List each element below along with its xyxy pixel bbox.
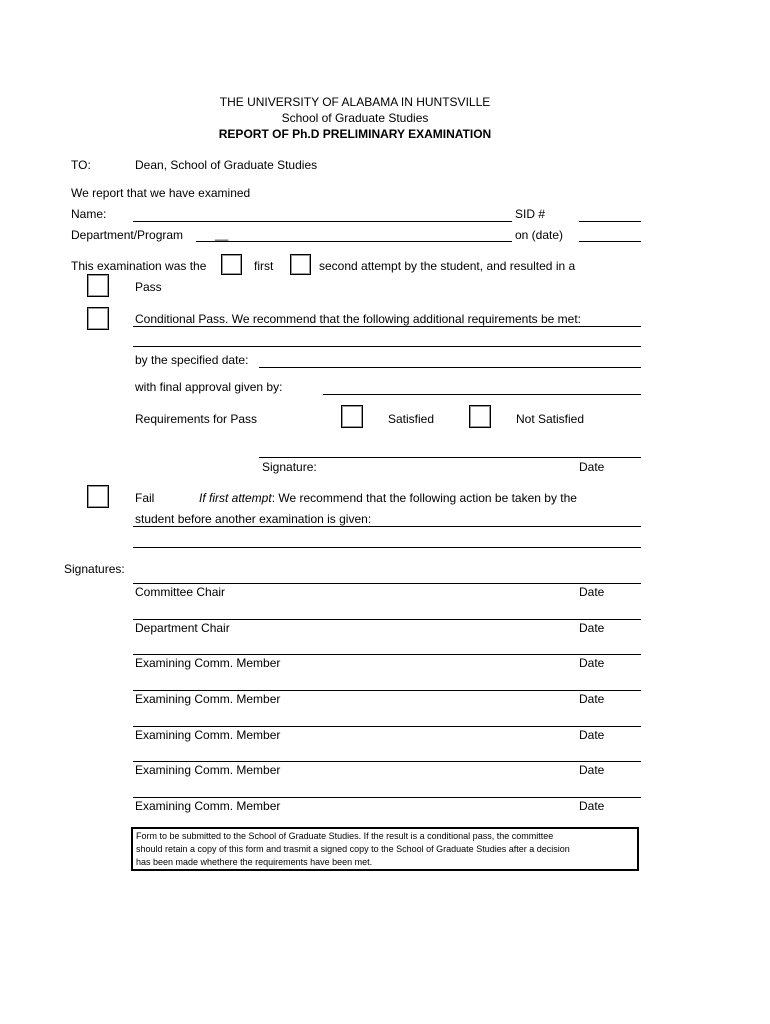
final-approval-label: with final approval given by: [135, 380, 283, 394]
fail-action-line-2[interactable] [133, 547, 641, 548]
second-attempt-checkbox[interactable] [290, 254, 311, 275]
school-name: School of Graduate Studies [281, 111, 429, 125]
fail-label: Fail [135, 491, 155, 505]
name-field[interactable] [133, 221, 512, 222]
intro-text: We report that we have examined [71, 186, 251, 200]
signature-row-line[interactable] [133, 583, 641, 584]
signature-row-line[interactable] [133, 690, 641, 691]
pass-label: Pass [135, 280, 162, 294]
signature-row-line[interactable] [133, 619, 641, 620]
not-satisfied-label: Not Satisfied [516, 412, 585, 426]
sid-label: SID # [515, 207, 546, 221]
requirements-label: Requirements for Pass [135, 412, 258, 426]
requirements-line-1[interactable] [133, 326, 641, 327]
attempt-prefix: This examination was the [71, 259, 207, 273]
signature-row-line[interactable] [133, 797, 641, 798]
date-label: on (date) [515, 228, 564, 242]
by-date-field[interactable] [259, 367, 641, 368]
satisfied-checkbox[interactable] [341, 405, 363, 428]
conditional-pass-label: Conditional Pass. We recommend that the following additional requirements be met: [135, 312, 582, 326]
conditional-pass-checkbox[interactable] [87, 307, 109, 330]
to-label: TO: [71, 158, 91, 172]
signature-row-date: Date [579, 656, 605, 670]
note-line-3: has been made whethere the requirements have been met. [136, 857, 373, 867]
member-label: Examining Comm. Member [135, 692, 281, 706]
fail-line-2: student before another examination is given: [135, 512, 372, 526]
submission-note-box [131, 827, 639, 871]
fail-checkbox[interactable] [87, 485, 109, 508]
signature-line[interactable] [259, 457, 641, 458]
final-approval-field[interactable] [323, 394, 641, 395]
member-label: Examining Comm. Member [135, 656, 281, 670]
not-satisfied-checkbox[interactable] [469, 405, 491, 428]
department-chair-label: Department Chair [135, 621, 230, 635]
signatures-label: Signatures: [64, 562, 125, 576]
signature-row-line[interactable] [133, 654, 641, 655]
fail-action-line-1[interactable] [133, 526, 641, 527]
satisfied-label: Satisfied [388, 412, 435, 426]
signature-row-line[interactable] [133, 761, 641, 762]
signature-label: Signature: [262, 460, 317, 474]
signature-row-date: Date [579, 728, 605, 742]
department-value: __ [215, 227, 229, 241]
signature-date-label: Date [579, 460, 605, 474]
signature-row-date: Date [579, 763, 605, 777]
fail-rest-text: : We recommend that the following action be taken by the [271, 491, 577, 505]
sid-field[interactable] [579, 221, 641, 222]
member-label: Examining Comm. Member [135, 799, 281, 813]
committee-chair-label: Committee Chair [135, 585, 226, 599]
signature-row-date: Date [579, 621, 605, 635]
department-field[interactable] [196, 241, 512, 242]
note-line-2: should retain a copy of this form and trasmit a signed copy to the School of Graduate Studies after a decision [136, 844, 570, 854]
first-label: first [254, 259, 274, 273]
note-line-1: Form to be submitted to the School of Graduate Studies. If the result is a conditional pass, the committee [136, 831, 554, 841]
exam-date-field[interactable] [579, 241, 641, 242]
signature-row-date: Date [579, 692, 605, 706]
signature-row-date: Date [579, 799, 605, 813]
requirements-line-2[interactable] [133, 346, 641, 347]
report-title: REPORT OF Ph.D PRELIMINARY EXAMINATION [218, 127, 492, 141]
pass-checkbox[interactable] [87, 274, 109, 297]
signature-row-line[interactable] [133, 726, 641, 727]
by-date-label: by the specified date: [135, 353, 249, 367]
name-label: Name: [71, 207, 107, 221]
member-label: Examining Comm. Member [135, 728, 281, 742]
member-label: Examining Comm. Member [135, 763, 281, 777]
first-attempt-checkbox[interactable] [221, 254, 242, 275]
fail-instructions [199, 491, 577, 505]
fail-italic-text: If first attempt [199, 491, 272, 505]
second-label: second attempt by the student, and resulted in a [319, 259, 576, 273]
department-label: Department/Program [71, 228, 184, 242]
to-value: Dean, School of Graduate Studies [135, 158, 318, 172]
signature-row-date: Date [579, 585, 605, 599]
university-name: THE UNIVERSITY OF ALABAMA IN HUNTSVILLE [219, 95, 491, 109]
